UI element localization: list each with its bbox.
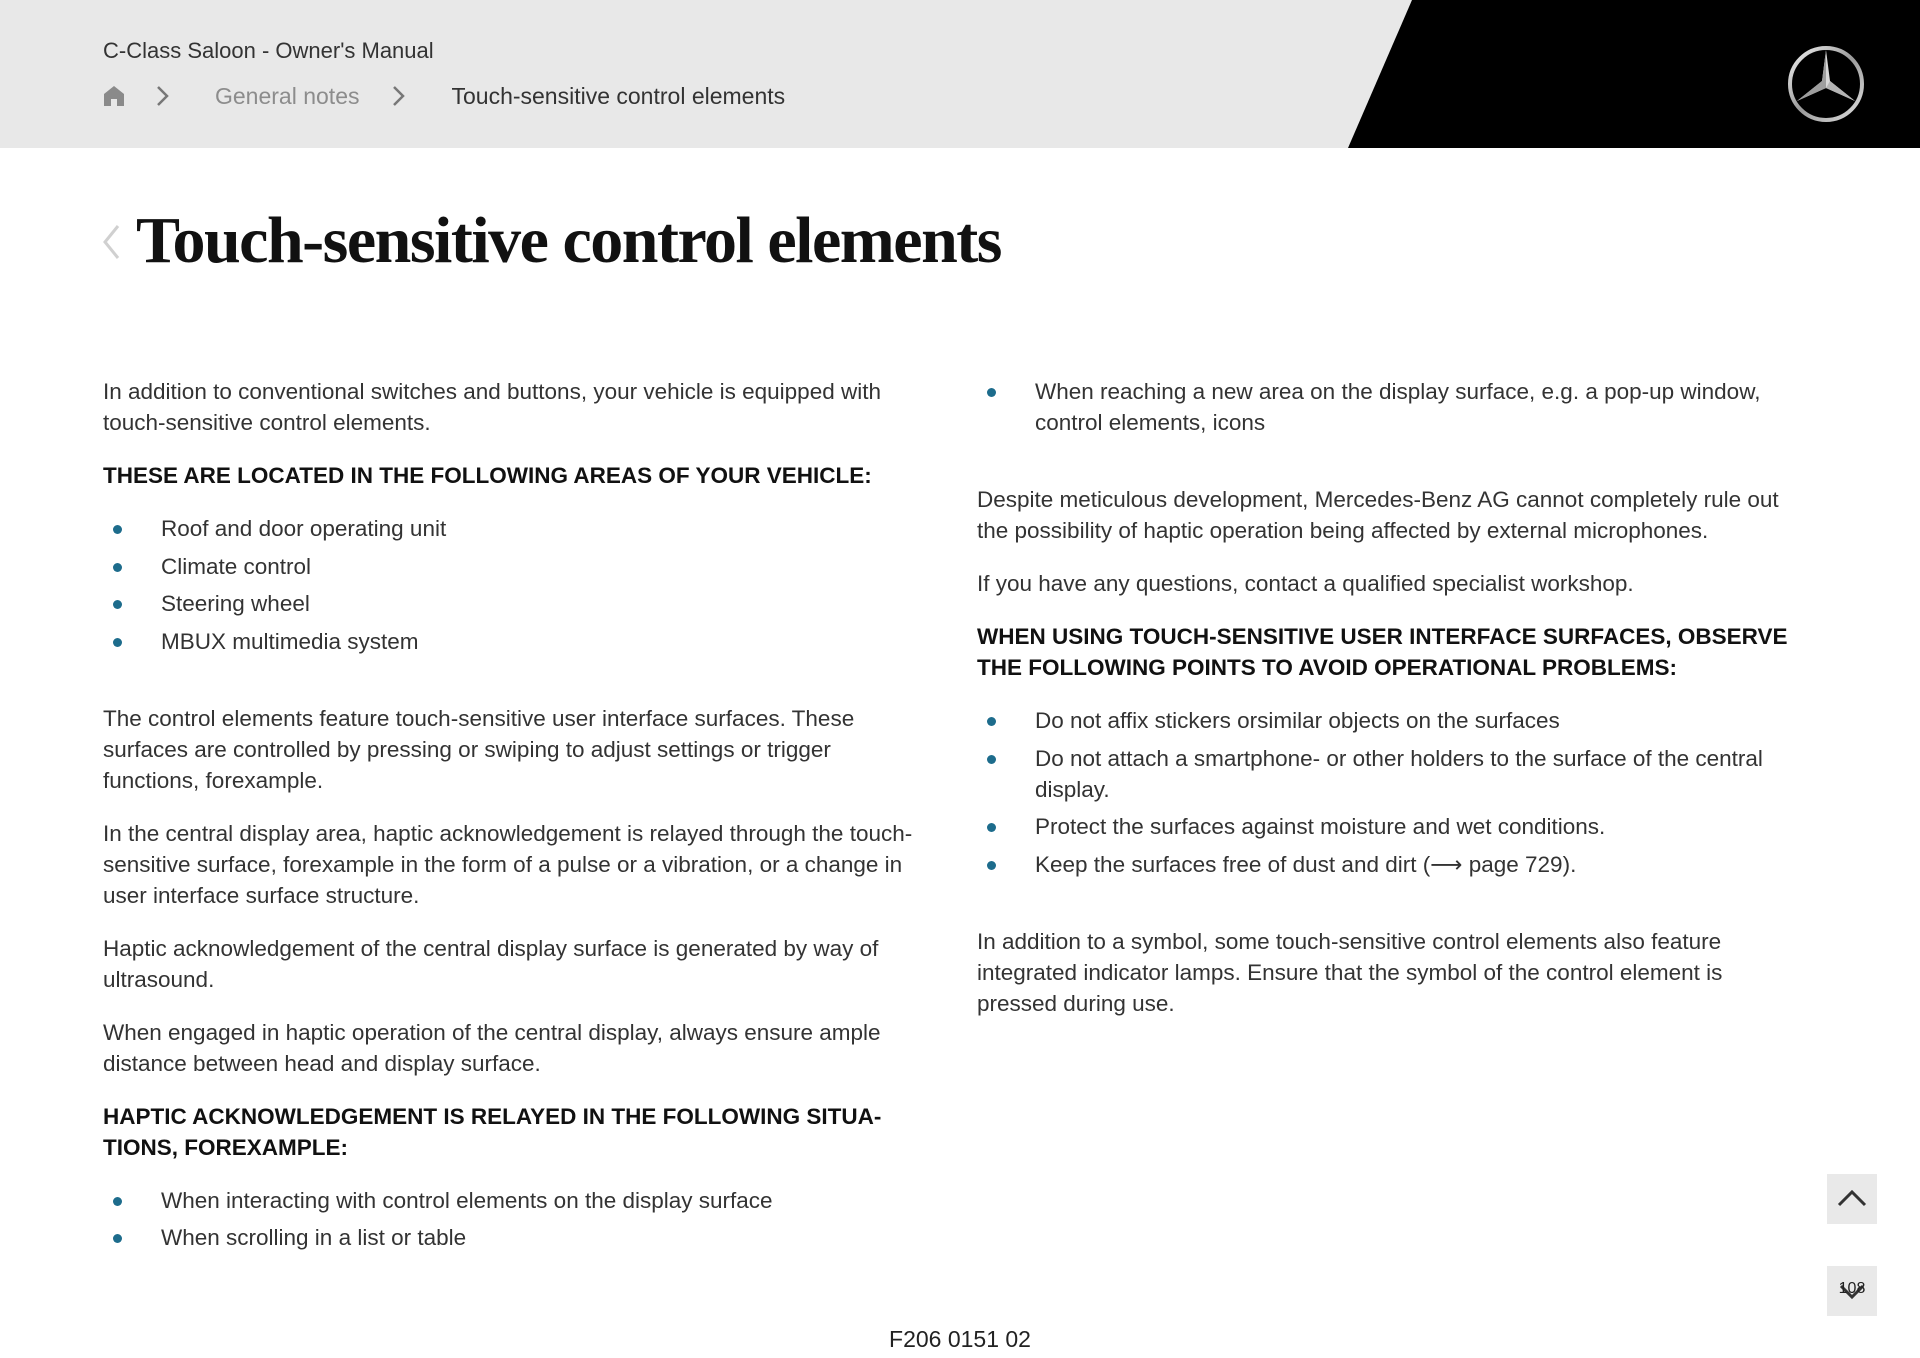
breadcrumb (103, 80, 785, 112)
breadcrumb-current: Touch-sensitive control elements (451, 82, 786, 109)
manual-title: C-Class Saloon - Owner's Manual (103, 38, 434, 63)
chevron-right-icon (149, 84, 177, 108)
list-item: Climate control (103, 551, 913, 582)
questions-paragraph: If you have any questions, contact a qualified specialist workshop. (977, 571, 1634, 596)
bullet-icon (113, 638, 122, 647)
bullet-icon (113, 1234, 122, 1243)
microphones-paragraph: Despite meticulous development, Mercedes-Benz AG cannot completely rule out the possibility of haptic operation being affected by external microphones. (977, 487, 1779, 543)
list-item: Keep the surfaces free of dust and dirt (⟶ page 729). (977, 849, 1797, 880)
bullet-icon (987, 717, 996, 726)
distance-paragraph: When engaged in haptic operation of the central display, always ensure ample distance between head and display surface. (103, 1019, 881, 1076)
bullet-icon (987, 388, 996, 397)
bullet-icon (987, 755, 996, 764)
list-item: When interacting with control elements on the display surface (103, 1185, 913, 1216)
situations-list (103, 1185, 913, 1254)
page-title: Touch-sensitive control elements (136, 204, 1001, 277)
list-item: Protect the surfaces against moisture and wet conditions. (977, 811, 1797, 842)
list-item: When reaching a new area on the display surface, e.g. a pop-up window, control elements, icons (977, 376, 1797, 438)
list-item: Do not attach a smartphone- or other holders to the surface of the central display. (977, 743, 1797, 805)
page-number: 108 (1838, 1280, 1866, 1297)
list-item: Steering wheel (103, 588, 913, 619)
scroll-down-button[interactable] (1827, 1266, 1877, 1316)
home-icon[interactable] (103, 85, 125, 107)
page-header (0, 0, 1920, 148)
central-display-paragraph: In the central display area, haptic acknowledgement is relayed through the touch-sensitive surface, forexample in the form of a pulse or a vibration, or a change in user interface surface structure. (103, 820, 913, 908)
scroll-up-button[interactable] (1827, 1174, 1877, 1224)
intro-paragraph: In addition to conventional switches and buttons, your vehicle is equipped with touch-sensitive control elements. (103, 379, 881, 435)
bullet-icon (987, 861, 996, 870)
mercedes-star-logo (1786, 44, 1866, 124)
list-item: When scrolling in a list or table (103, 1222, 913, 1253)
chevron-up-icon (1827, 1174, 1877, 1224)
bullet-icon (987, 823, 996, 832)
bullet-icon (113, 1197, 122, 1206)
heading-observe: WHEN USING TOUCH-SENSITIVE USER INTERFACE SURFACES, OBSERVE THE FOLLOWING POINTS TO AVOID OPERATIONAL PROBLEMS: (977, 624, 1788, 680)
areas-list (103, 513, 913, 657)
observe-list (977, 705, 1797, 880)
surfaces-paragraph: The control elements feature touch-sensitive user interface surfaces. These surfaces are controlled by pressing or swiping to adjust settings or trigger functions, forexample. (103, 705, 855, 793)
list-item: Do not affix stickers orsimilar objects on the surfaces (977, 705, 1797, 736)
ultrasound-paragraph: Haptic acknowledgement of the central display surface is generated by way of ultrasound. (103, 935, 879, 992)
header-black-panel (0, 0, 1920, 148)
right-column (977, 376, 1797, 1041)
left-column (103, 376, 913, 1299)
breadcrumb-general-notes[interactable]: General notes (215, 82, 360, 109)
indicator-lamps-paragraph: In addition to a symbol, some touch-sensitive control elements also feature integrated indicator lamps. Ensure that the symbol of the control element is pressed during use. (977, 928, 1723, 1016)
chevron-right-icon (385, 84, 413, 108)
footer-code: F206 0151 02 (889, 1326, 1031, 1352)
situations-list-continued (977, 376, 1797, 438)
heading-situations: HAPTIC ACKNOWLEDGEMENT IS RELAYED IN THE FOLLOWING SITUA-TIONS, FOREXAMPLE: (103, 1103, 882, 1160)
list-item: MBUX multimedia system (103, 626, 913, 657)
bullet-icon (113, 525, 122, 534)
bullet-icon (113, 563, 122, 572)
chevron-left-icon[interactable] (100, 222, 122, 262)
bullet-icon (113, 600, 122, 609)
list-item: Roof and door operating unit (103, 513, 913, 544)
heading-areas: THESE ARE LOCATED IN THE FOLLOWING AREAS OF YOUR VEHICLE: (103, 463, 872, 488)
